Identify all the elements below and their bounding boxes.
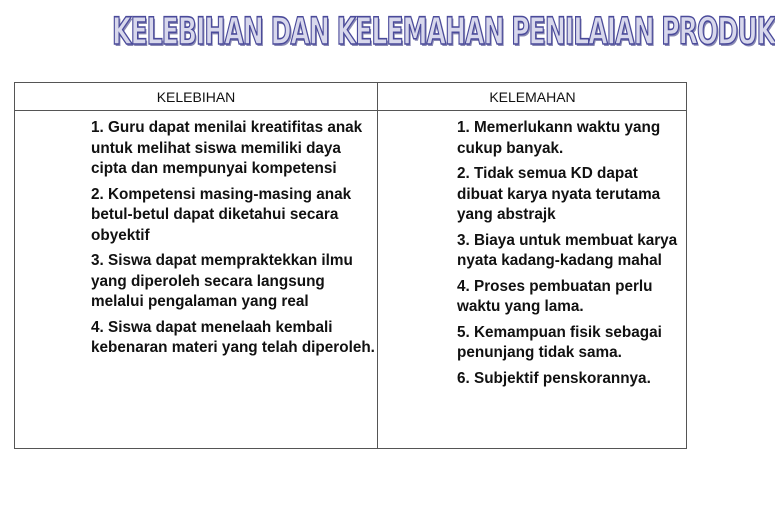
header-divider bbox=[15, 110, 686, 111]
column-divider bbox=[377, 83, 378, 448]
header-kelemahan: KELEMAHAN bbox=[489, 89, 576, 105]
kelebihan-item-1: 1. Guru dapat menilai kreatifitas anak untuk melihat siswa memiliki daya cipta dan mempunyai kompetensi bbox=[91, 119, 363, 177]
kelebihan-item-3: 3. Siswa dapat mempraktekkan ilmu yang diperoleh secara langsung melalui pengalaman yang real bbox=[91, 252, 353, 310]
kelemahan-item-2: 2. Tidak semua KD dapat dibuat karya nyata terutama yang abstrajk bbox=[457, 165, 661, 223]
header-kelebihan: KELEBIHAN bbox=[156, 89, 236, 105]
kelemahan-list bbox=[457, 118, 685, 394]
kelemahan-item-5: 5. Kemampuan fisik sebagai penunjang tidak sama. bbox=[457, 323, 662, 361]
slide-title: KELEBIHAN DAN KELEMAHAN PENILAIAN PRODUK bbox=[112, 10, 775, 53]
kelemahan-item-6: 6. Subjektif penskorannya. bbox=[457, 369, 651, 387]
kelebihan-list bbox=[91, 118, 375, 364]
kelebihan-item-2: 2. Kompetensi masing-masing anak betul-betul dapat diketahui secara obyektif bbox=[91, 185, 352, 244]
kelemahan-item-1: 1. Memerlukann waktu yang cukup banyak. bbox=[457, 119, 661, 157]
kelemahan-item-3: 3. Biaya untuk membuat karya nyata kadang-kadang mahal bbox=[457, 231, 678, 269]
kelebihan-item-4: 4. Siswa dapat menelaah kembali kebenaran materi yang telah diperoleh. bbox=[91, 318, 375, 356]
kelemahan-item-4: 4. Proses pembuatan perlu waktu yang lama. bbox=[457, 277, 653, 315]
comparison-table bbox=[14, 82, 687, 449]
